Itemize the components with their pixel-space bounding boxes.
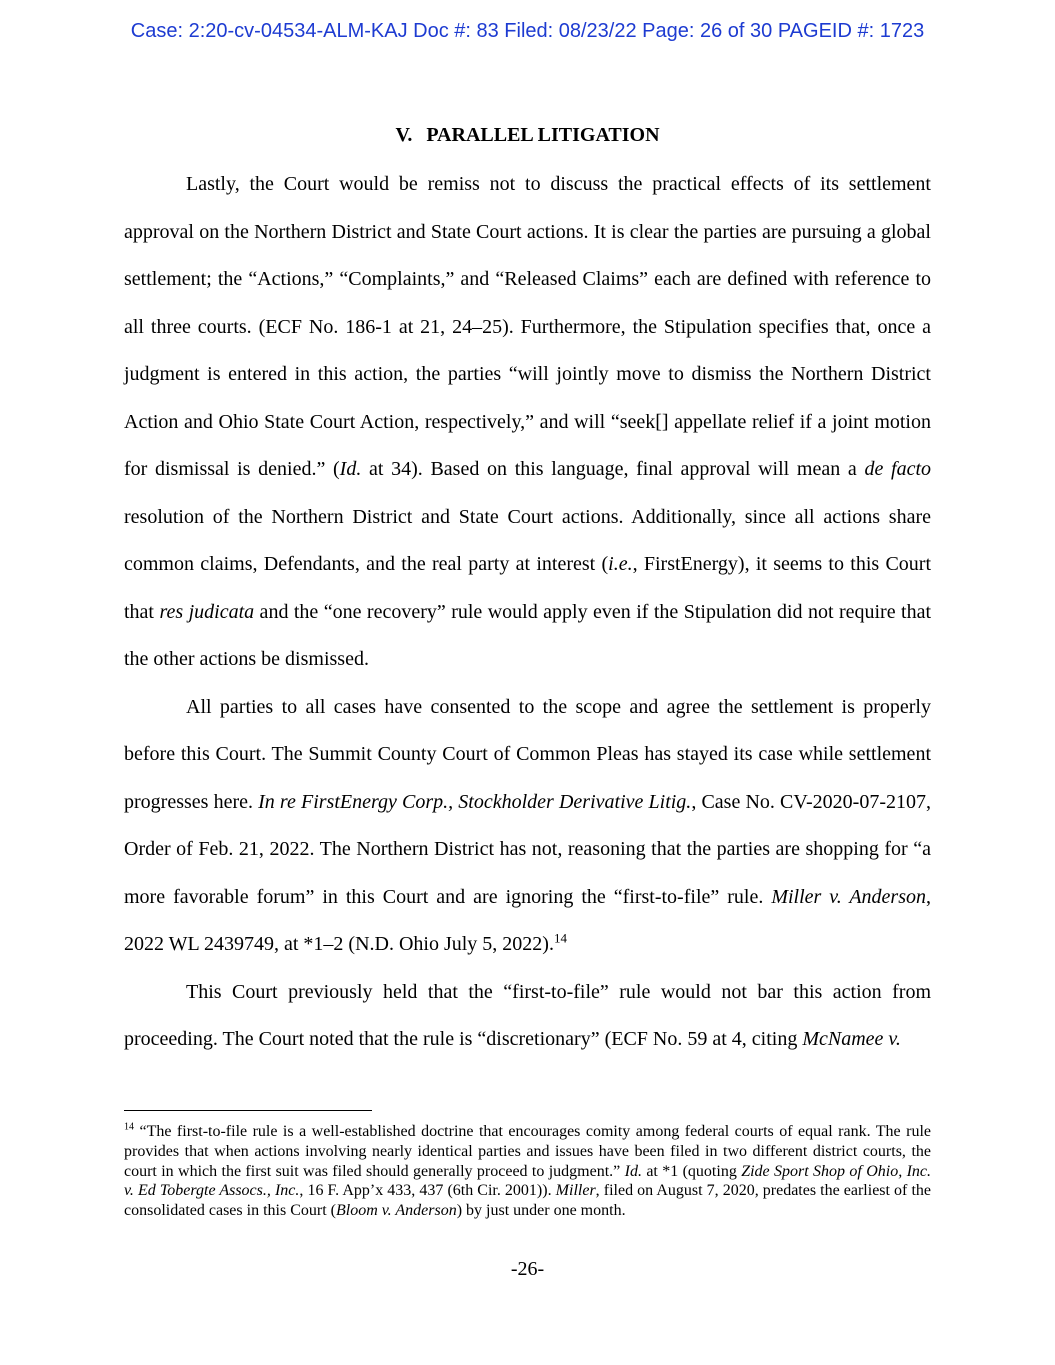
fn-case-name-zide: Zide Sport Shop of Ohio, Inc. v. Ed Tobergte Assocs., Inc. [124, 1162, 932, 1200]
p2-text-a: All parties to all cases have consented to the scope and agree the settlement is properly before this Court. The Summit County Court of Common Pleas has stayed its case while settlement progresses here. [124, 695, 931, 813]
p1-term-ie: i.e. [608, 553, 633, 575]
p1-term-res-judicata: res judicata [159, 600, 255, 623]
body-text [124, 161, 931, 1064]
p3-text-a: This Court previously held that the “first-to-file” rule would not bar this action from proceeding. The Court noted that the rule is “discretionary” (ECF No. 59 at 4, citing [124, 980, 931, 1050]
fn-case-name-miller: Miller [555, 1182, 596, 1200]
page-number: -26- [510, 1258, 545, 1280]
paragraph-3 [124, 969, 931, 1064]
p1-text-e: resolution of the Northern District and State Court actions. Additionally, since all actions share common claims, Defendants, and the real party at interest ( [124, 505, 931, 575]
section-title: PARALLEL LITIGATION [426, 124, 660, 146]
fn-text-i: ) by just under one month. [456, 1202, 626, 1220]
footnote-number: 14 [124, 1121, 134, 1133]
p2-case-name-firstenergy: In re FirstEnergy Corp., Stockholder Derivative Litig. [258, 790, 692, 813]
p1-term-de-facto: de facto [864, 458, 931, 480]
fn-case-name-bloom: Bloom v. Anderson [335, 1202, 457, 1220]
section-number: V. [395, 124, 413, 146]
p1-text-i: and the “one recovery” rule would apply even if the Stipulation did not require that the other actions be dismissed. [124, 600, 932, 670]
p1-citation-id: Id. [339, 458, 362, 480]
footnote-divider [124, 1110, 372, 1111]
case-header-stamp: Case: 2:20-cv-04534-ALM-KAJ Doc #: 83 Filed: 08/23/22 Page: 26 of 30 PAGEID #: 1723 [130, 20, 925, 42]
fn-text-e: , 16 F. App’x 433, 437 (6th Cir. 2001)). [299, 1182, 556, 1200]
section-heading [0, 124, 1055, 147]
p1-text-g: , FirstEnergy), it seems to this Court that [124, 553, 931, 623]
p3-case-name-mcnamee: McNamee v. [802, 1028, 901, 1050]
p2-text-c: , Case No. CV-2020-07-2107, Order of Feb. 21, 2022. The Northern District has not, reasoning that the parties are shopping for “a more favorable forum” in this Court and are ignoring the “first-to-file” rule. [124, 790, 931, 908]
fn-text-c: at *1 (quoting [641, 1162, 742, 1180]
fn-text-g: , filed on August 7, 2020, predates the earliest of the consolidated cases in this Court ( [124, 1182, 931, 1220]
p1-text-c: at 34). Based on this language, final approval will mean a [361, 458, 865, 480]
p2-text-e: , 2022 WL 2439749, at *1–2 (N.D. Ohio July 5, 2022). [124, 885, 931, 955]
fn-text-a: “The first-to-file rule is a well-established doctrine that encourages comity among federal courts of equal rank. The rule provides that when actions involving nearly identical parties and issues have been filed in two different district courts, the court in which the first suit was filed should generally proceed to judgment.” [124, 1123, 931, 1180]
p2-case-name-miller: Miller v. Anderson [771, 885, 926, 908]
footnote-14 [124, 1122, 931, 1221]
paragraph-1 [124, 161, 931, 684]
fn-citation-id: Id. [624, 1162, 642, 1180]
paragraph-2 [124, 684, 931, 969]
p1-text-a: Lastly, the Court would be remiss not to discuss the practical effects of its settlement approval on the Northern District and State Court actions. It is clear the parties are pursuing a global settlement; the “Actions,” “Complaints,” and “Released Claims” each are defined with reference to all three courts. (ECF No. 186-1 at 21, 24–25). Furthermore, the Stipulation specifies that, once a judgment is entered in this action, the parties “will jointly move to dismiss the Northern District Action and Ohio State Court Action, respectively,” and will “seek[] appellate relief if a joint motion for dismissal is denied.” ( [124, 173, 931, 480]
footnote-ref-14[interactable]: 14 [553, 930, 567, 946]
